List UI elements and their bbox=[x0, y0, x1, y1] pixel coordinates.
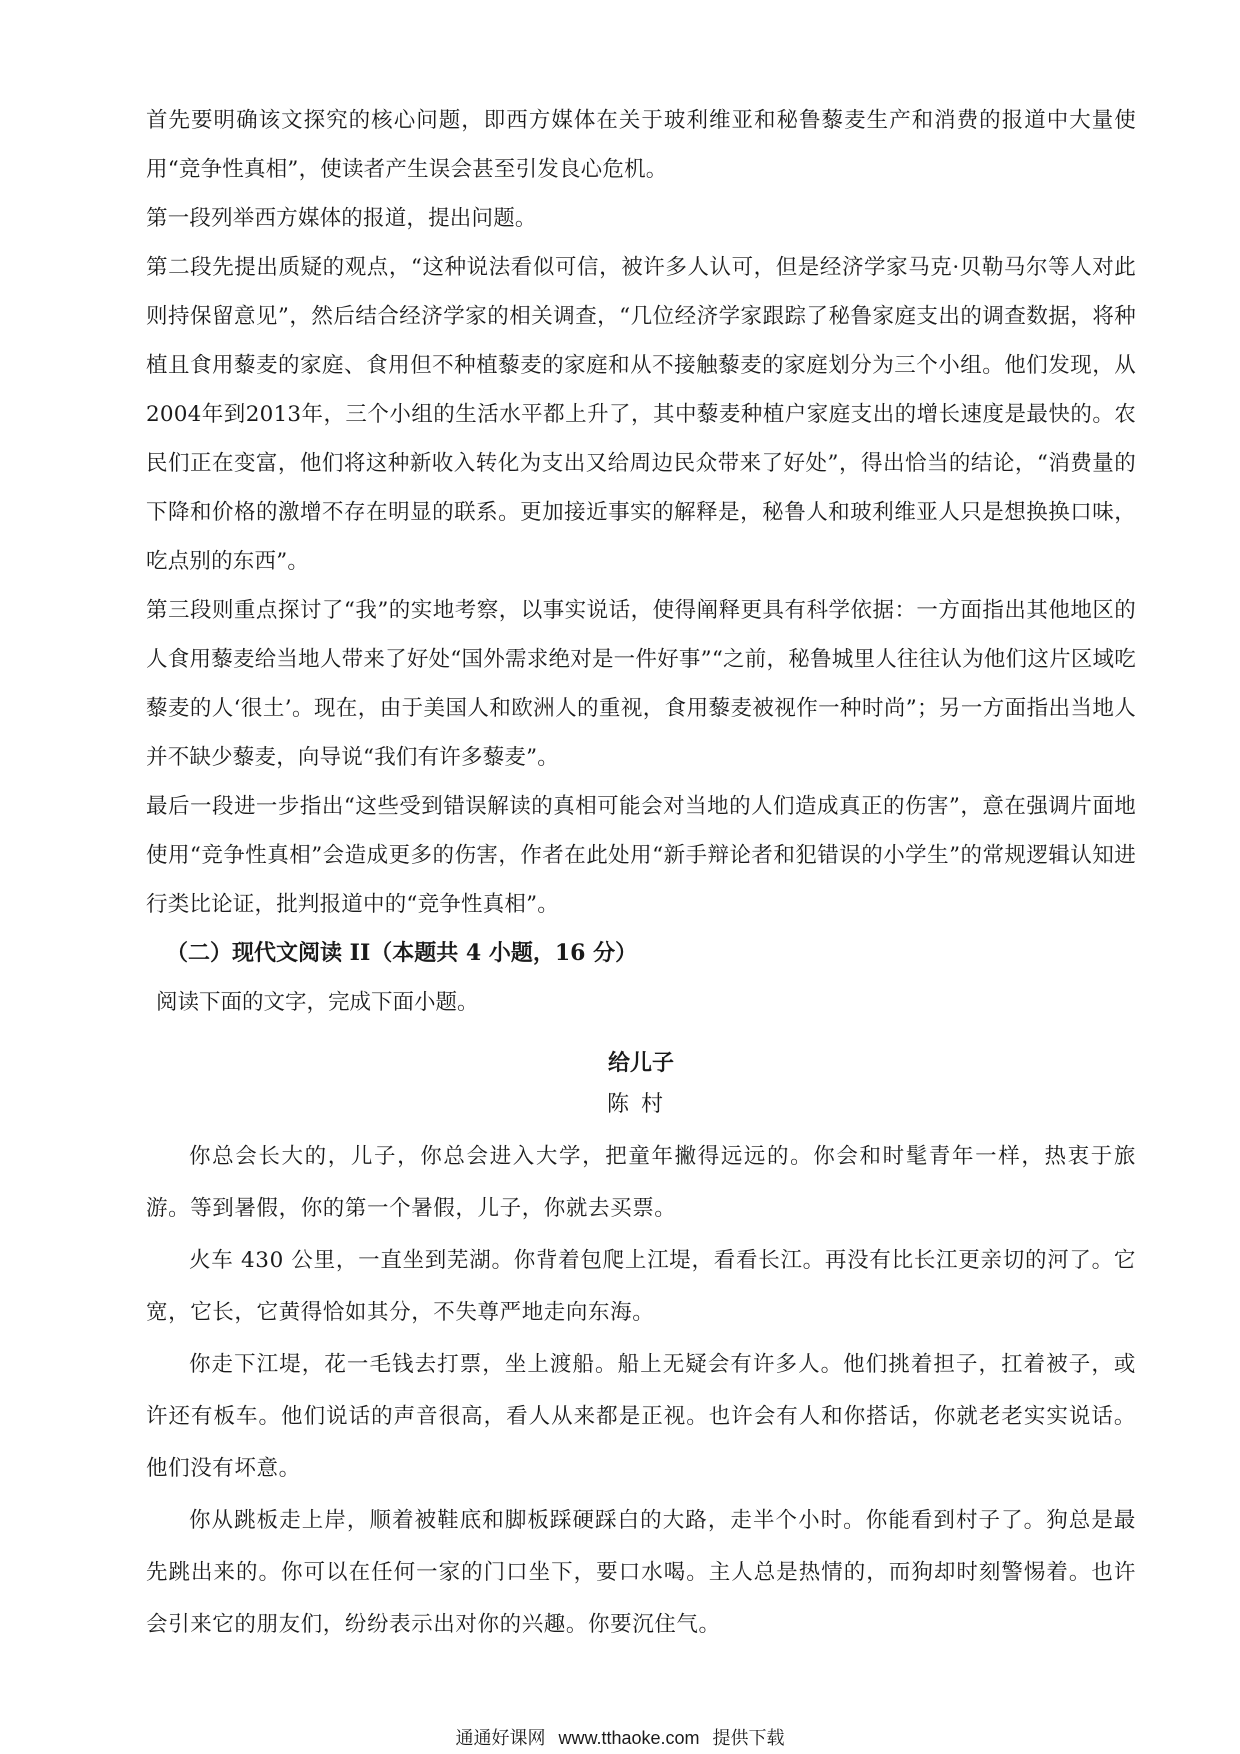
analysis-paragraph: 首先要明确该文探究的核心问题，即西方媒体在关于玻利维亚和秘鲁藜麦生产和消费的报道中大量使用“竞争性真相”，使读者产生误会甚至引发良心危机。 bbox=[146, 108, 1136, 182]
article-title: 给儿子 bbox=[607, 1050, 674, 1076]
answer-analysis bbox=[146, 96, 1136, 929]
analysis-paragraph: 第二段先提出质疑的观点，“这种说法看似可信，被许多人认可，但是经济学家马克·贝勒马尔等人对此则持保留意见”，然后结合经济学家的相关调查，“几位经济学家跟踪了秘鲁家庭支出的调查数据，将种植且食用藜麦的家庭、食用但不种植藜麦的家庭和从不接触藜麦的家庭划分为三个小组。他们发现，从2004年到2013年，三个小组的生活水平都上升了，其中藜麦种植户家庭支出的增长速度是最快的。农民们正在变富，他们将这种新收入转化为支出又给周边民众带来了好处”，得出恰当的结论，“消费量的下降和价格的激增不存在明显的联系。更加接近事实的解释是，秘鲁人和玻利维亚人只是想换换口味，吃点别的东西”。 bbox=[146, 255, 1136, 574]
article-paragraph: 你走下江堤，花一毛钱去打票，坐上渡船。船上无疑会有许多人。他们挑着担子，扛着被子，或许还有板车。他们说话的声音很高，看人从来都是正视。也许会有人和你搭话，你就老老实实说话。他们没有坏意。 bbox=[146, 1352, 1136, 1481]
analysis-paragraph: 第一段列举西方媒体的报道，提出问题。 bbox=[146, 206, 537, 231]
analysis-paragraph: 最后一段进一步指出“这些受到错误解读的真相可能会对当地的人们造成真正的伤害”，意在强调片面地使用“竞争性真相”会造成更多的伤害，作者在此处用“新手辩论者和犯错误的小学生”的常规逻辑认知进行类比论证，批判报道中的“竞争性真相”。 bbox=[146, 794, 1136, 917]
footer-suffix: 提供下载 bbox=[712, 1728, 785, 1748]
reading-instruction: 阅读下面的文字，完成下面小题。 bbox=[156, 990, 479, 1015]
footer-site-name: 通通好课网 bbox=[455, 1728, 546, 1748]
page-footer bbox=[0, 1726, 1240, 1750]
article-body bbox=[146, 1131, 1136, 1651]
page-content bbox=[146, 96, 1136, 1651]
article-paragraph: 你总会长大的，儿子，你总会进入大学，把童年撇得远远的。你会和时髦青年一样，热衷于旅游。等到暑假，你的第一个暑假，儿子，你就去买票。 bbox=[146, 1144, 1136, 1221]
section-heading: （二）现代文阅读 II（本题共 4 小题，16 分） bbox=[166, 940, 638, 966]
article-paragraph: 你从跳板走上岸，顺着被鞋底和脚板踩硬踩白的大路，走半个小时。你能看到村子了。狗总是最先跳出来的。你可以在任何一家的门口坐下，要口水喝。主人总是热情的，而狗却时刻警惕着。也许会引来它的朋友们，纷纷表示出对你的兴趣。你要沉住气。 bbox=[146, 1508, 1136, 1637]
analysis-paragraph: 第三段则重点探讨了“我”的实地考察，以事实说话，使得阐释更具有科学依据：一方面指出其他地区的人食用藜麦给当地人带来了好处“国外需求绝对是一件好事”“之前，秘鲁城里人往往认为他们这片区域吃藜麦的人‘很土’。现在，由于美国人和欧洲人的重视，食用藜麦被视作一种时尚”；另一方面指出当地人并不缺少藜麦，向导说“我们有许多藜麦”。 bbox=[146, 598, 1136, 770]
article-paragraph: 火车 430 公里，一直坐到芜湖。你背着包爬上江堤，看看长江。再没有比长江更亲切的河了。它宽，它长，它黄得恰如其分，不失尊严地走向东海。 bbox=[146, 1248, 1136, 1325]
article-author: 陈村 bbox=[606, 1092, 675, 1117]
footer-url[interactable]: www.tthaoke.com bbox=[558, 1728, 700, 1748]
